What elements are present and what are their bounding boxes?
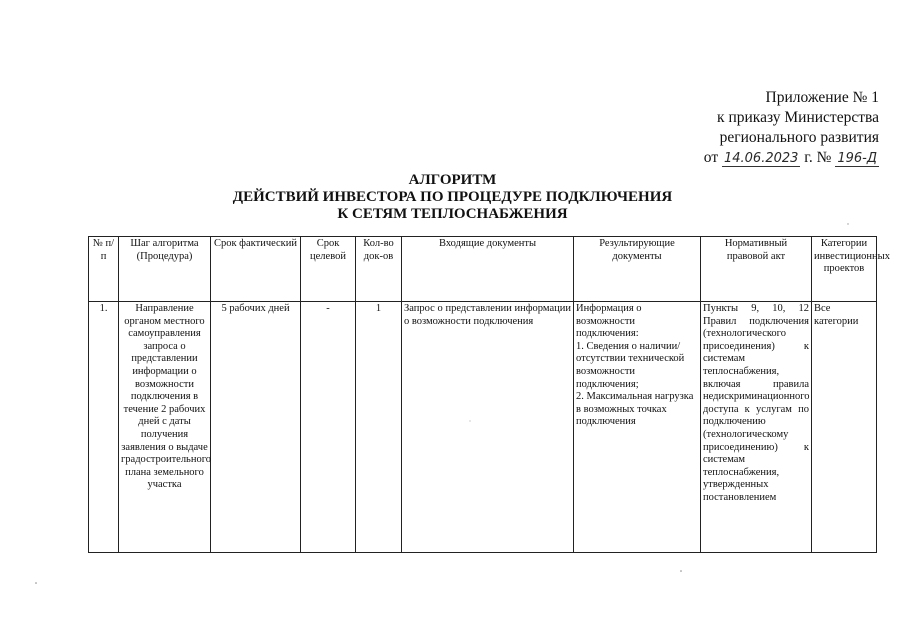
cell-num: 1.: [89, 302, 119, 553]
cell-result-docs: Информация о возможности подключения: 1. Сведения о наличии/отсутствии технической возможности подключения; 2. Максимальная нагрузка в возможных точках подключения: [574, 302, 701, 553]
scan-speck: [35, 582, 37, 584]
header-categories: Категории инвестиционных проектов: [812, 237, 877, 302]
date-prefix: от: [703, 149, 719, 166]
cell-term-target: -: [301, 302, 356, 553]
title-line-2: ДЕЙСТВИЙ ИНВЕСТОРА ПО ПРОЦЕДУРЕ ПОДКЛЮЧЕНИЯ: [232, 189, 673, 205]
header-legal-act: Нормативный правовой акт: [701, 237, 812, 302]
header-result-docs: Результирующие документы: [574, 237, 701, 302]
handwritten-date: 14.06.2023: [723, 151, 799, 166]
header-step: Шаг алгоритма (Процедура): [119, 237, 211, 302]
cell-step: Направление органом местного самоуправления запроса о представлении информации о возможности подключения в течение 2 рабочих дней с даты получения заявления о выдаче градостроительного плана земельного участка: [119, 302, 211, 553]
header-num: № п/п: [89, 237, 119, 302]
date-suffix: г. №: [804, 149, 832, 166]
header-term-target: Срок целевой: [301, 237, 356, 302]
scan-speck: [847, 223, 848, 224]
cell-doc-count: 1: [356, 302, 402, 553]
appendix-line-2: к приказу Министерства: [717, 109, 879, 126]
scan-speck: [680, 570, 682, 572]
header-input-docs: Входящие документы: [402, 237, 574, 302]
scan-speck: [469, 420, 470, 421]
appendix-line-3: регионального развития: [719, 129, 879, 146]
handwritten-order-number: 196-Д: [837, 151, 877, 166]
cell-categories: Все категории: [812, 302, 877, 553]
cell-term-actual: 5 рабочих дней: [211, 302, 301, 553]
header-term-actual: Срок фактический: [211, 237, 301, 302]
title-line-1: АЛГОРИТМ: [408, 172, 497, 188]
title-line-3: К СЕТЯМ ТЕПЛОСНАБЖЕНИЯ: [337, 206, 568, 222]
cell-legal-act: Пункты 9, 10, 12 Правил подключения (технологического присоединения) к системам теплоснабжения, включая правила недискриминационного доступа к услугам по подключению (технологическому присоединению) к системам теплоснабжения, утвержденных постановлением: [701, 302, 812, 553]
cell-input-docs: Запрос о представлении информации о возможности подключения: [402, 302, 574, 553]
appendix-line-1: Приложение № 1: [765, 89, 879, 106]
header-doc-count: Кол-во док-ов: [356, 237, 402, 302]
